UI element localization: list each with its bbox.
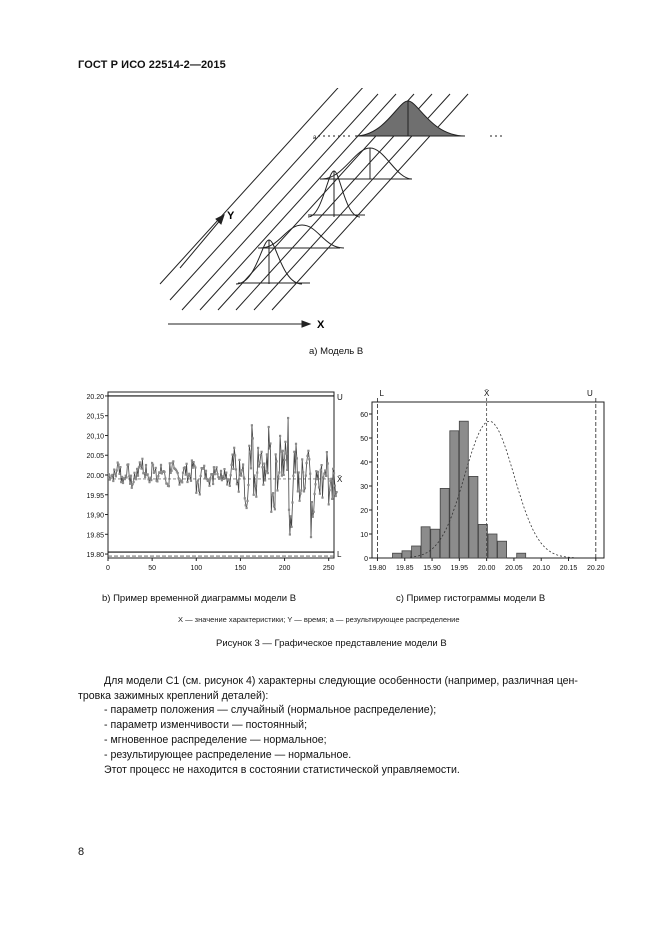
lower-limit-label: L [379, 389, 384, 398]
data-point [307, 450, 309, 452]
histogram-bar [402, 551, 411, 558]
histogram-bar [459, 421, 468, 558]
data-point [298, 471, 300, 473]
data-point [247, 484, 249, 486]
data-point [197, 480, 199, 482]
histogram-bar [421, 527, 430, 558]
data-point [147, 473, 149, 475]
data-point [312, 516, 314, 518]
data-point [232, 468, 234, 470]
data-point [262, 484, 264, 486]
data-point [224, 477, 226, 479]
data-point [320, 469, 322, 471]
data-point [285, 453, 287, 455]
data-point [250, 467, 252, 469]
data-point [295, 443, 297, 445]
data-point [163, 471, 165, 473]
y-tick-label: 19.80 [86, 552, 104, 560]
figure-caption: Рисунок 3 — Графическое представление модели В [216, 638, 447, 649]
data-point [143, 472, 145, 474]
data-point [233, 447, 235, 449]
data-point [186, 463, 188, 465]
data-point [238, 491, 240, 493]
data-point [116, 469, 118, 471]
data-point [119, 466, 121, 468]
data-point [260, 454, 262, 456]
data-point [316, 478, 318, 480]
data-point [284, 441, 286, 443]
data-point [253, 494, 255, 496]
data-point [286, 469, 288, 471]
data-point [278, 471, 280, 473]
figure-a-model-sketch [150, 88, 550, 338]
data-point [149, 477, 151, 479]
data-point [178, 484, 180, 486]
x-tick-label: 20.15 [559, 565, 578, 572]
data-point [198, 490, 200, 492]
data-point [211, 473, 213, 475]
data-point [329, 480, 331, 482]
data-point [318, 486, 320, 488]
y-arrowhead [216, 215, 224, 224]
data-point [325, 475, 327, 477]
data-point [305, 475, 307, 477]
diagonal-line [170, 88, 366, 300]
x-tick-label: 15.90 [423, 565, 441, 572]
data-point [215, 470, 217, 472]
data-point [306, 455, 308, 457]
data-point [185, 474, 187, 476]
data-point [208, 479, 210, 481]
data-point [219, 477, 221, 479]
y-tick-label: 20.00 [86, 473, 104, 480]
data-point [310, 536, 312, 538]
x-tick-label: 20.05 [505, 565, 523, 572]
conclusion: Этот процесс не находится в состоянии статистической управляемости. [104, 764, 460, 776]
data-point [193, 461, 195, 463]
data-point [299, 500, 301, 502]
data-point [321, 464, 323, 466]
data-point [334, 485, 336, 487]
x-tick-label: 20.20 [587, 565, 605, 572]
y-tick-label: 20.20 [86, 393, 104, 401]
data-point [292, 475, 294, 477]
y-tick-label: 20 [360, 508, 368, 515]
data-point [304, 487, 306, 489]
data-point [257, 447, 259, 449]
data-point [190, 480, 192, 482]
a-marker: a [313, 135, 317, 141]
data-point [112, 480, 114, 482]
x-tick-label: 19.80 [368, 565, 387, 572]
data-point [294, 471, 296, 473]
data-point [323, 473, 325, 475]
data-point [144, 476, 146, 478]
data-point [259, 462, 261, 464]
data-point [326, 451, 328, 453]
data-point [213, 466, 215, 468]
data-point [228, 479, 230, 481]
x-tick-label: 19.85 [395, 565, 414, 572]
data-point [140, 465, 142, 467]
data-point [243, 477, 245, 479]
y-tick-labels [86, 394, 108, 559]
data-point [246, 500, 248, 502]
upper-limit-label: U [587, 389, 593, 398]
data-point [261, 466, 263, 468]
data-point [125, 476, 127, 478]
data-point [230, 474, 232, 476]
x-tick-labels [106, 558, 335, 572]
data-point [194, 466, 196, 468]
data-point [266, 453, 268, 455]
data-point [276, 460, 278, 462]
data-point [117, 462, 119, 464]
page-number: 8 [78, 846, 85, 858]
data-point [329, 489, 331, 491]
data-point [137, 475, 139, 477]
data-point [152, 464, 154, 466]
diagonal-line [272, 94, 468, 310]
data-point [133, 481, 135, 483]
instant-distribution-curve [260, 225, 344, 248]
data-point [108, 473, 110, 475]
histogram-bar [450, 431, 459, 558]
y-tick-label: 10 [360, 532, 368, 539]
data-point [322, 476, 324, 478]
data-point [188, 473, 190, 475]
histogram-bar [440, 488, 449, 558]
data-point [296, 457, 298, 459]
data-point [241, 469, 243, 471]
intro-line-2: тровка зажимных креплений деталей): [78, 690, 269, 702]
data-point [270, 511, 272, 513]
diagonal-line [200, 94, 396, 310]
x-tick-labels [369, 558, 605, 572]
data-point [222, 475, 224, 477]
figure-a-caption: a) Модель В [309, 346, 364, 357]
y-tick-label: 0 [364, 556, 368, 563]
data-point [131, 487, 133, 489]
list-item: - параметр положения — случайный (нормальное распределение); [104, 704, 437, 716]
data-point [279, 435, 281, 437]
data-point [127, 463, 129, 465]
data-point [263, 463, 265, 465]
data-point [235, 468, 237, 470]
data-point [277, 476, 279, 478]
data-point [166, 483, 168, 485]
y-tick-label: 40 [360, 460, 368, 467]
data-point [111, 474, 113, 476]
y-axis-arrow [180, 218, 222, 268]
data-point [251, 424, 253, 426]
data-point [225, 472, 227, 474]
data-point [336, 491, 338, 493]
histogram-bar [478, 524, 487, 558]
data-point [212, 483, 214, 485]
data-point [118, 473, 120, 475]
data-point [229, 485, 231, 487]
data-point [300, 489, 302, 491]
list-item: - мгновенное распределение — нормальное; [104, 734, 327, 746]
y-tick-label: 19,90 [86, 512, 104, 520]
data-point [299, 493, 301, 495]
data-point [150, 479, 152, 481]
data-point [205, 470, 207, 472]
data-point [181, 481, 183, 483]
data-point [132, 483, 134, 485]
data-point [168, 485, 170, 487]
data-point [267, 472, 269, 474]
y-tick-label: 60 [360, 412, 368, 419]
data-point [140, 468, 142, 470]
data-point [256, 472, 258, 474]
data-point [189, 475, 191, 477]
data-point [269, 447, 271, 449]
data-point [231, 464, 233, 466]
data-point [314, 483, 316, 485]
data-point [309, 473, 311, 475]
list-item: - результирующее распределение — нормальное. [104, 749, 352, 761]
data-point [253, 474, 255, 476]
data-point [245, 504, 247, 506]
data-point [290, 515, 292, 517]
data-point [242, 463, 244, 465]
data-point [203, 465, 205, 467]
data-point [170, 472, 172, 474]
data-point [291, 501, 293, 503]
data-point [288, 509, 290, 511]
data-point [265, 470, 267, 472]
x-tick-label: 50 [148, 565, 157, 572]
data-point [114, 473, 116, 475]
data-point [328, 503, 330, 505]
data-point [231, 454, 233, 456]
data-point [264, 479, 266, 481]
data-point [226, 483, 228, 485]
limit-labels [379, 389, 593, 398]
resulting-distribution-curve [355, 101, 465, 136]
x-tick-label: 20.00 [477, 565, 496, 572]
data-point [220, 470, 222, 472]
data-point [249, 451, 251, 453]
data-point [195, 492, 197, 494]
intro-line-1: Для модели С1 (см. рисунок 4) характерны следующие особенности (например, различная цен- [104, 675, 578, 687]
data-point [141, 458, 143, 460]
data-point [234, 454, 236, 456]
y-tick-label: 19.95 [86, 492, 104, 500]
mean-label: X̄ [483, 389, 490, 398]
data-point [332, 468, 334, 470]
data-point [274, 508, 276, 510]
figure-c-caption: c) Пример гистограммы модели В [396, 593, 546, 604]
data-point [248, 445, 250, 447]
x-axis-label: X [317, 319, 325, 331]
data-point [172, 460, 174, 462]
data-point [164, 478, 166, 480]
histogram-bar [488, 534, 497, 558]
data-point [129, 483, 131, 485]
data-point [139, 461, 141, 463]
histogram-bar [469, 476, 478, 558]
x-tick-label: 100 [190, 565, 203, 572]
data-point [118, 464, 120, 466]
x-tick-label: 250 [322, 565, 335, 572]
x-arrowhead [302, 321, 310, 327]
data-point [199, 493, 201, 495]
data-point [297, 490, 299, 492]
data-point [331, 498, 333, 500]
data-point [282, 450, 284, 452]
figure-legend: X — значение характеристики; Y — время; а — результирующее распределение [178, 615, 460, 624]
data-point [275, 453, 277, 455]
data-point [276, 489, 278, 491]
distribution-curves [236, 101, 502, 284]
data-point [308, 458, 310, 460]
data-point [238, 459, 240, 461]
data-point [155, 467, 157, 469]
data-point [240, 475, 242, 477]
data-point [261, 451, 263, 453]
data-point [333, 472, 335, 474]
data-point [223, 468, 225, 470]
data-point [302, 471, 304, 473]
x-tick-label: 19.95 [450, 565, 469, 572]
data-point [255, 496, 257, 498]
data-point [303, 490, 305, 492]
figure-b-time-diagram [72, 388, 352, 580]
histogram-bar [517, 553, 526, 558]
x-tick-label: 20.10 [532, 565, 550, 572]
y-tick-label: 20,10 [86, 433, 104, 441]
lower-limit-label: L [337, 550, 342, 560]
data-point [289, 533, 291, 535]
data-point [272, 492, 274, 494]
data-point [244, 497, 246, 499]
data-point [122, 482, 124, 484]
data-point [133, 472, 135, 474]
data-point [113, 469, 115, 471]
list-item: - параметр изменчивости — постоянный; [104, 719, 308, 731]
histogram-bar [498, 541, 507, 558]
data-point [156, 480, 158, 482]
data-point [317, 471, 319, 473]
data-point [313, 511, 315, 513]
data-point [157, 475, 159, 477]
data-point [169, 462, 171, 464]
data-point [148, 481, 150, 483]
data-point [283, 474, 285, 476]
data-point [130, 475, 132, 477]
data-point [269, 442, 271, 444]
data-point [314, 493, 316, 495]
y-tick-label: 20,15 [86, 413, 104, 421]
data-point [273, 505, 275, 507]
data-point [327, 462, 329, 464]
data-point [115, 475, 117, 477]
y-tick-labels [360, 412, 372, 563]
data-point [214, 473, 216, 475]
data-point [209, 477, 211, 479]
data-point [184, 466, 186, 468]
data-point [237, 480, 239, 482]
data-point [301, 458, 303, 460]
data-point [160, 464, 162, 466]
data-point [178, 477, 180, 479]
data-point [154, 470, 156, 472]
data-point [177, 472, 179, 474]
data-point [110, 477, 112, 479]
data-point [311, 501, 313, 503]
data-point [246, 507, 248, 509]
data-point [135, 478, 137, 480]
data-point [258, 465, 260, 467]
data-point [186, 481, 188, 483]
data-point [324, 469, 326, 471]
y-tick-label: 20.05 [86, 453, 104, 461]
diagonal-line [182, 94, 378, 310]
figure-c-histogram [350, 388, 610, 580]
x-tick-label: 150 [234, 565, 247, 572]
figure-b-caption: b) Пример временной диаграммы модели В [102, 593, 297, 604]
data-point [208, 485, 210, 487]
data-point [291, 526, 293, 528]
data-point [202, 468, 204, 470]
data-point [321, 497, 323, 499]
data-point [182, 472, 184, 474]
x-tick-label: 200 [278, 565, 291, 572]
limit-labels [337, 393, 343, 559]
x-tick-label: 0 [106, 565, 110, 572]
data-point [216, 466, 218, 468]
data-point [236, 483, 238, 485]
document-header: ГОСТ Р ИСО 22514-2—2015 [78, 59, 226, 71]
data-point [335, 495, 337, 497]
mean-label: X̄ [337, 474, 343, 484]
data-point [330, 478, 332, 480]
data-point [254, 485, 256, 487]
y-tick-label: 30 [360, 484, 368, 491]
data-point [171, 470, 173, 472]
data-point [293, 451, 295, 453]
data-point [284, 459, 286, 461]
y-tick-label: 50 [360, 436, 368, 443]
y-axis-label: Y [227, 210, 235, 222]
upper-limit-label: U [337, 392, 343, 402]
y-tick-label: 19.85 [86, 532, 104, 540]
data-point [319, 493, 321, 495]
histogram-bar [393, 553, 402, 558]
histogram-bar [431, 529, 440, 558]
data-point [216, 473, 218, 475]
data-point [287, 417, 289, 419]
instant-distribution-curve [322, 148, 412, 179]
data-point [200, 475, 202, 477]
data-point [252, 437, 254, 439]
data-point [145, 464, 147, 466]
data-point [306, 462, 308, 464]
data-point [268, 426, 270, 428]
